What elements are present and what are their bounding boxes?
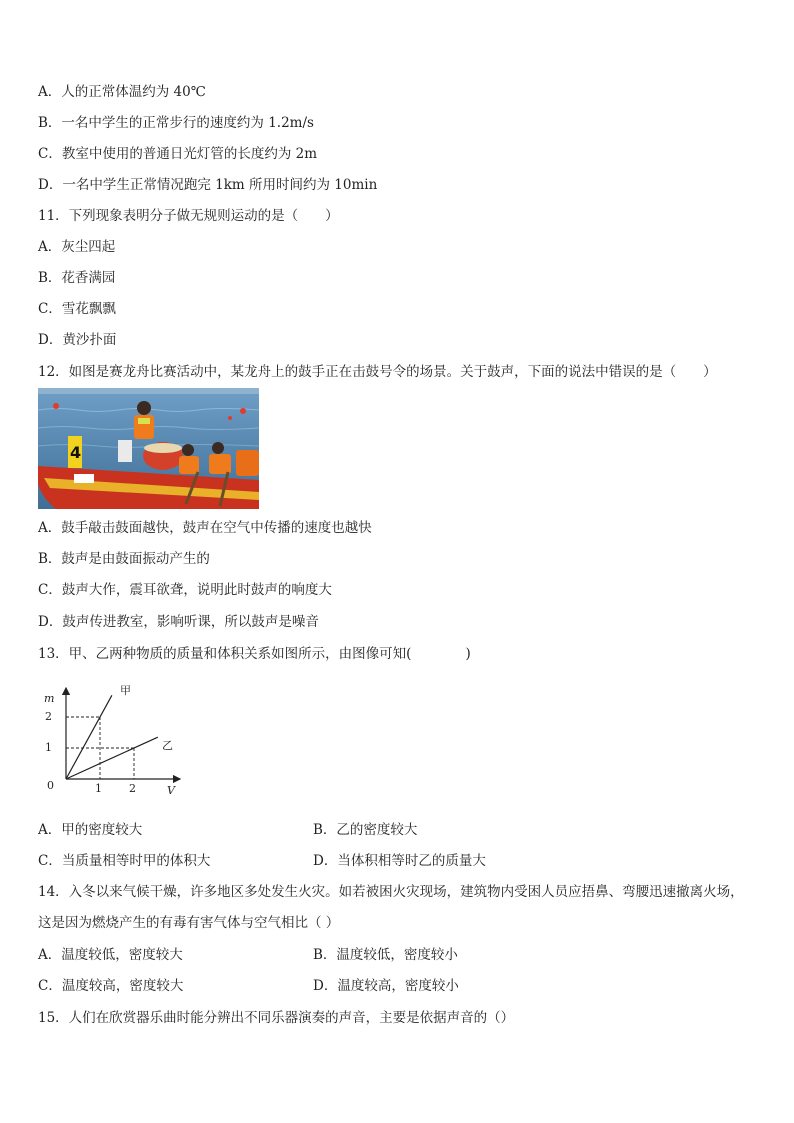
q12-option-a: A．鼓手敲击鼓面越快，鼓声在空气中传播的速度也越快 (38, 520, 372, 536)
x-axis-label: V (167, 784, 175, 797)
origin-tick-label: 0 (47, 779, 54, 792)
q11-option-d: D．黄沙扑面 (38, 332, 117, 348)
q11-stem: 11．下列现象表明分子做无规则运动的是（ ） (38, 208, 339, 224)
q14-option-c: C．温度较高，密度较大 (38, 978, 184, 994)
q10-option-a: A．人的正常体温约为 40℃ (38, 84, 206, 100)
y-tick-label-2: 2 (45, 710, 52, 723)
series-line-1 (66, 737, 158, 779)
q11-option-a: A．灰尘四起 (38, 239, 116, 255)
mass-volume-graph (38, 678, 188, 800)
q14-stem-line2: 这是因为燃烧产生的有毒有害气体与空气相比（ ） (38, 915, 340, 931)
y-axis-label: m (44, 692, 55, 705)
q12-option-d: D．鼓声传进教室，影响听课，所以鼓声是噪音 (38, 614, 319, 630)
q14-stem-line1: 14．入冬以来气候干燥，许多地区多处发生火灾。如若被困火灾现场，建筑物内受困人员应捂鼻、弯腰迅速撤离火场， (38, 884, 744, 900)
q12-stem: 12．如图是赛龙舟比赛活动中，某龙舟上的鼓手正在击鼓号令的场景。关于鼓声，下面的说法中错误的是（ ） (38, 364, 717, 380)
q11-option-c: C．雪花飘飘 (38, 301, 116, 317)
q11-option-b: B．花香满园 (38, 270, 116, 286)
q13-option-d: D．当体积相等时乙的质量大 (313, 853, 486, 869)
q13-option-b: B．乙的密度较大 (313, 822, 418, 838)
q14-option-a: A．温度较低，密度较大 (38, 947, 183, 963)
x-tick-label-1: 1 (95, 782, 102, 795)
q14-option-d: D．温度较高，密度较小 (313, 978, 459, 994)
series-label-jia: 甲 (120, 684, 131, 697)
dragon-boat-photo (38, 388, 259, 509)
x-tick-label-2: 2 (129, 782, 136, 795)
q15-stem: 15．人们在欣赏器乐曲时能分辨出不同乐器演奏的声音，主要是依据声音的（） (38, 1010, 515, 1026)
q10-option-d: D．一名中学生正常情况跑完 1km 所用时间约为 10min (38, 177, 378, 193)
q13-option-a: A．甲的密度较大 (38, 822, 143, 838)
series-line-0 (66, 695, 112, 779)
q12-option-c: C．鼓声大作，震耳欲聋，说明此时鼓声的响度大 (38, 582, 332, 598)
q13-option-c: C．当质量相等时甲的体积大 (38, 853, 211, 869)
q10-option-c: C．教室中使用的普通日光灯管的长度约为 2m (38, 146, 318, 162)
boat-number: 4 (70, 443, 82, 462)
q10-option-b: B．一名中学生的正常步行的速度约为 1.2m/s (38, 115, 314, 131)
q14-option-b: B．温度较低，密度较小 (313, 947, 458, 963)
q13-stem: 13．甲、乙两种物质的质量和体积关系如图所示，由图像可知( ) (38, 646, 471, 662)
q12-option-b: B．鼓声是由鼓面振动产生的 (38, 551, 210, 567)
y-tick-label-1: 1 (45, 741, 52, 754)
series-label-yi: 乙 (162, 739, 173, 752)
